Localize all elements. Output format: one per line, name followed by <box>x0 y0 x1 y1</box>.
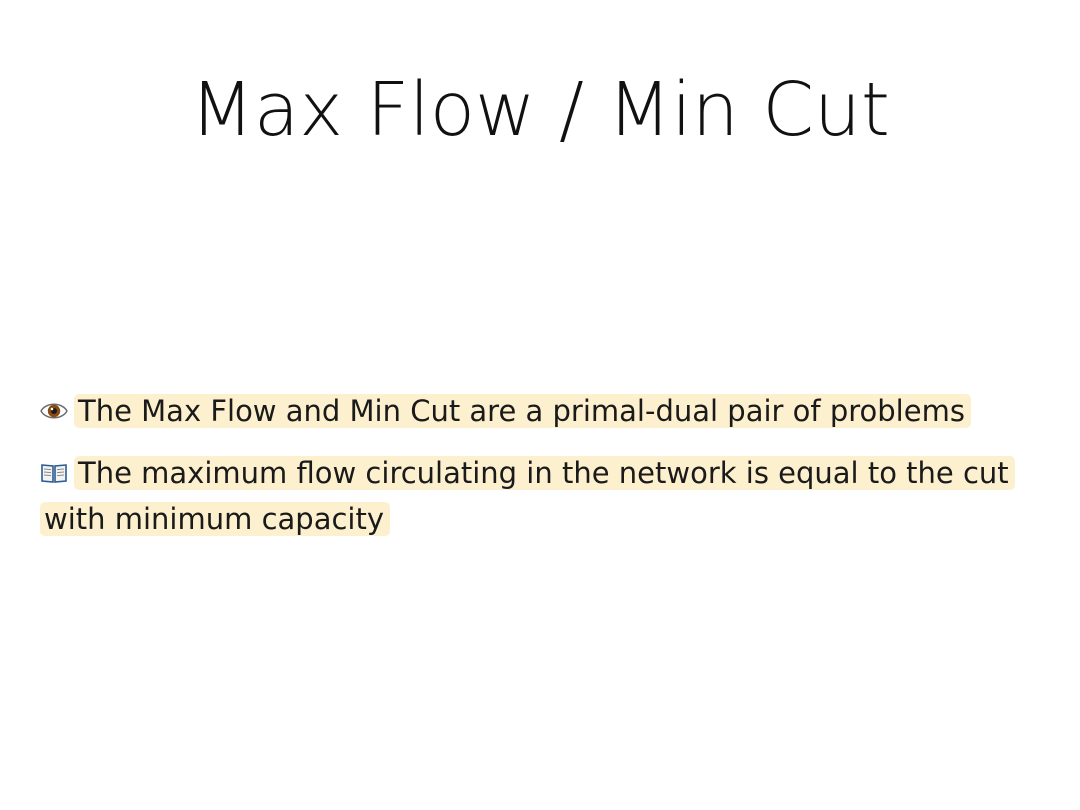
open-book-icon <box>40 461 68 485</box>
bullet-text: The maximum flow circulating in the network is equal to the cut with minimum capacity <box>40 456 1015 536</box>
bullet-list <box>40 388 1050 558</box>
bullet-text: The Max Flow and Min Cut are a primal-dual pair of problems <box>74 394 971 428</box>
slide-title: Max Flow / Min Cut <box>190 67 890 153</box>
bullet-item <box>40 388 1050 434</box>
eye-icon <box>40 399 68 423</box>
bullet-item <box>40 450 1050 542</box>
